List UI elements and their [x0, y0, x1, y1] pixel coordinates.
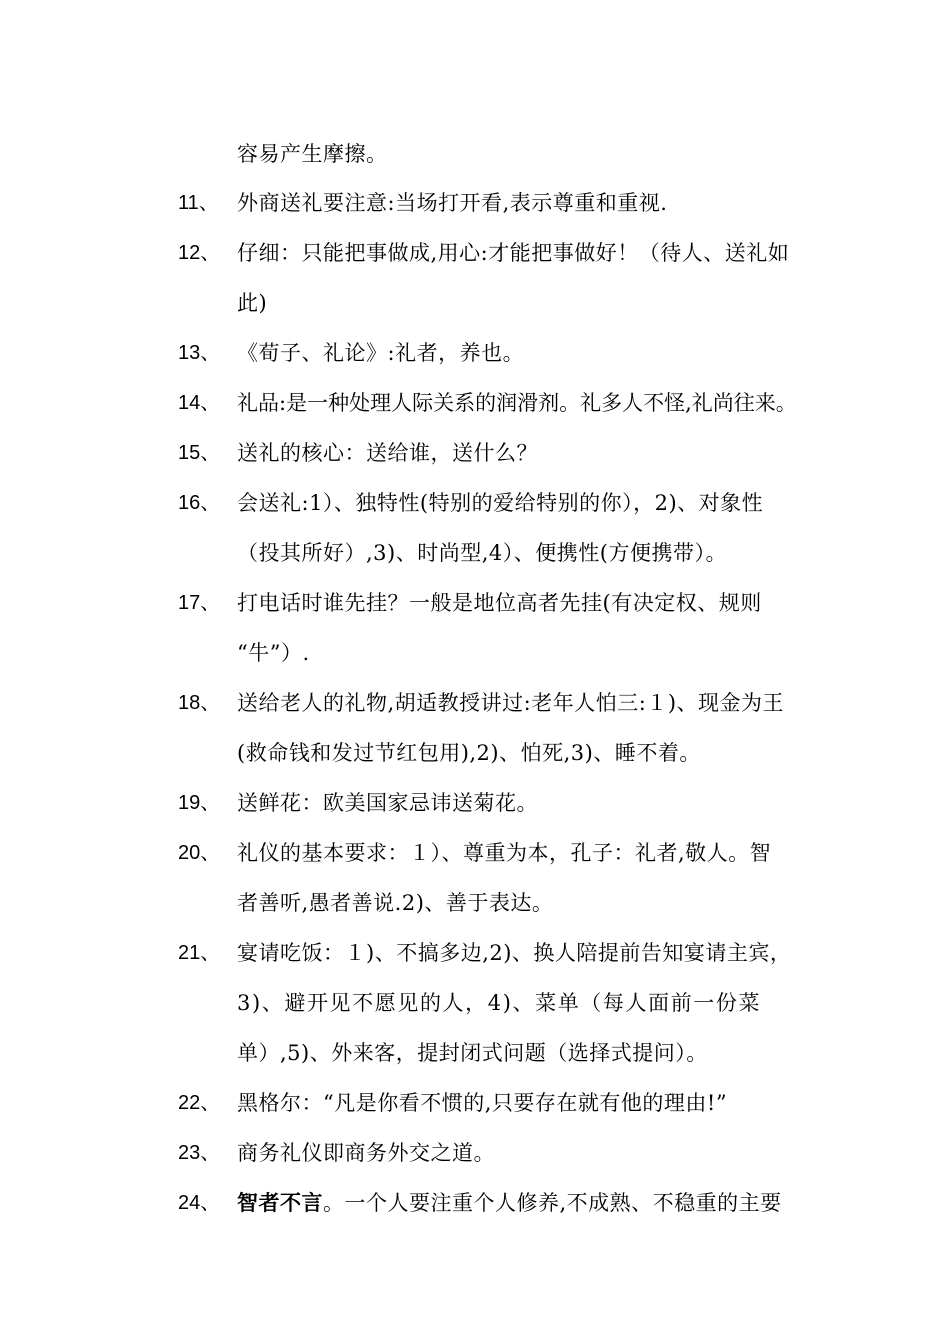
- item-number: 13、: [178, 342, 221, 364]
- list-item-continuation: [0, 538, 950, 588]
- item-text: 会送礼:1）、独特性(特别的爱给特别的你），2)、对象性: [237, 491, 764, 515]
- list-item-continuation: [0, 288, 950, 338]
- item-text: 宴请吃饭：１)、不搞多边,2)、换人陪提前告知宴请主宾，: [237, 941, 792, 965]
- item-number: 15、: [178, 442, 221, 464]
- list-item-continuation: [0, 638, 950, 688]
- item-text: [237, 1188, 782, 1218]
- list-item: [0, 588, 950, 638]
- item-text: 送给老人的礼物,胡适教授讲过:老年人怕三:１)、现金为王: [237, 691, 785, 715]
- list-item-continuation: [0, 1038, 950, 1088]
- item-text: 此): [237, 291, 268, 315]
- list-item-continuation: [0, 988, 950, 1038]
- item-text: 《荀子、礼论》:礼者，养也。: [237, 341, 525, 365]
- list-item-continuation: [0, 888, 950, 938]
- item-text: 送礼的核心：送给谁，送什么？: [237, 441, 538, 465]
- list-item: [0, 139, 950, 189]
- item-text: （投其所好）,3)、时尚型,4）、便携性(方便携带）。: [237, 541, 727, 565]
- item-number: 21、: [178, 942, 221, 964]
- item-text: 3)、避开见不愿见的人，4)、菜单（每人面前一份菜: [237, 991, 762, 1015]
- list-item: [0, 438, 950, 488]
- item-number: 14、: [178, 392, 221, 414]
- item-number: 23、: [178, 1142, 221, 1164]
- item-number: 11、: [178, 192, 219, 214]
- list-item: [0, 488, 950, 538]
- item-number: 19、: [178, 792, 221, 814]
- item-text: 者善听,愚者善说.2)、善于表达。: [237, 891, 554, 915]
- item-number: 17、: [178, 592, 221, 614]
- list-item: [0, 1188, 950, 1238]
- item-text: 单）,5)、外来客，提封闭式问题（选择式提问）。: [237, 1041, 708, 1065]
- item-number: 18、: [178, 692, 221, 714]
- list-item: [0, 688, 950, 738]
- item-number: 24、: [178, 1192, 221, 1214]
- item-text: 容易产生摩擦。: [237, 142, 388, 166]
- item-text-rest: 。一个人要注重个人修养,不成熟、不稳重的主要: [323, 1191, 782, 1215]
- item-text: “牛”）.: [237, 641, 310, 665]
- list-item: [0, 788, 950, 838]
- item-text: 外商送礼要注意:当场打开看,表示尊重和重视.: [237, 191, 668, 215]
- item-number: 16、: [178, 492, 221, 514]
- list-item: [0, 338, 950, 388]
- item-text: 礼品:是一种处理人际关系的润滑剂。礼多人不怪,礼尚往来。: [237, 391, 797, 415]
- list-item: [0, 1088, 950, 1138]
- item-text: (救命钱和发过节红包用),2)、怕死,3)、睡不着。: [237, 741, 701, 765]
- bold-phrase: 智者不言: [237, 1190, 323, 1215]
- item-text: 打电话时谁先挂？一般是地位高者先挂(有决定权、规则: [237, 591, 762, 615]
- item-number: 20、: [178, 842, 221, 864]
- item-number: 12、: [178, 242, 221, 264]
- item-text: 仔细：只能把事做成,用心:才能把事做好！（待人、送礼如: [237, 241, 790, 265]
- item-number: 22、: [178, 1092, 221, 1114]
- list-item: [0, 388, 950, 438]
- list-item: [0, 1138, 950, 1188]
- item-text: 黑格尔：“凡是你看不惯的,只要存在就有他的理由!”: [237, 1091, 728, 1115]
- list-item: [0, 838, 950, 888]
- item-text: 礼仪的基本要求：１）、尊重为本，孔子：礼者,敬人。智: [237, 841, 772, 865]
- list-item-continuation: [0, 738, 950, 788]
- list-item: [0, 938, 950, 988]
- list-item: [0, 188, 950, 238]
- item-text: 商务礼仪即商务外交之道。: [237, 1141, 495, 1165]
- list-item: [0, 238, 950, 288]
- item-text: 送鲜花：欧美国家忌讳送菊花。: [237, 791, 538, 815]
